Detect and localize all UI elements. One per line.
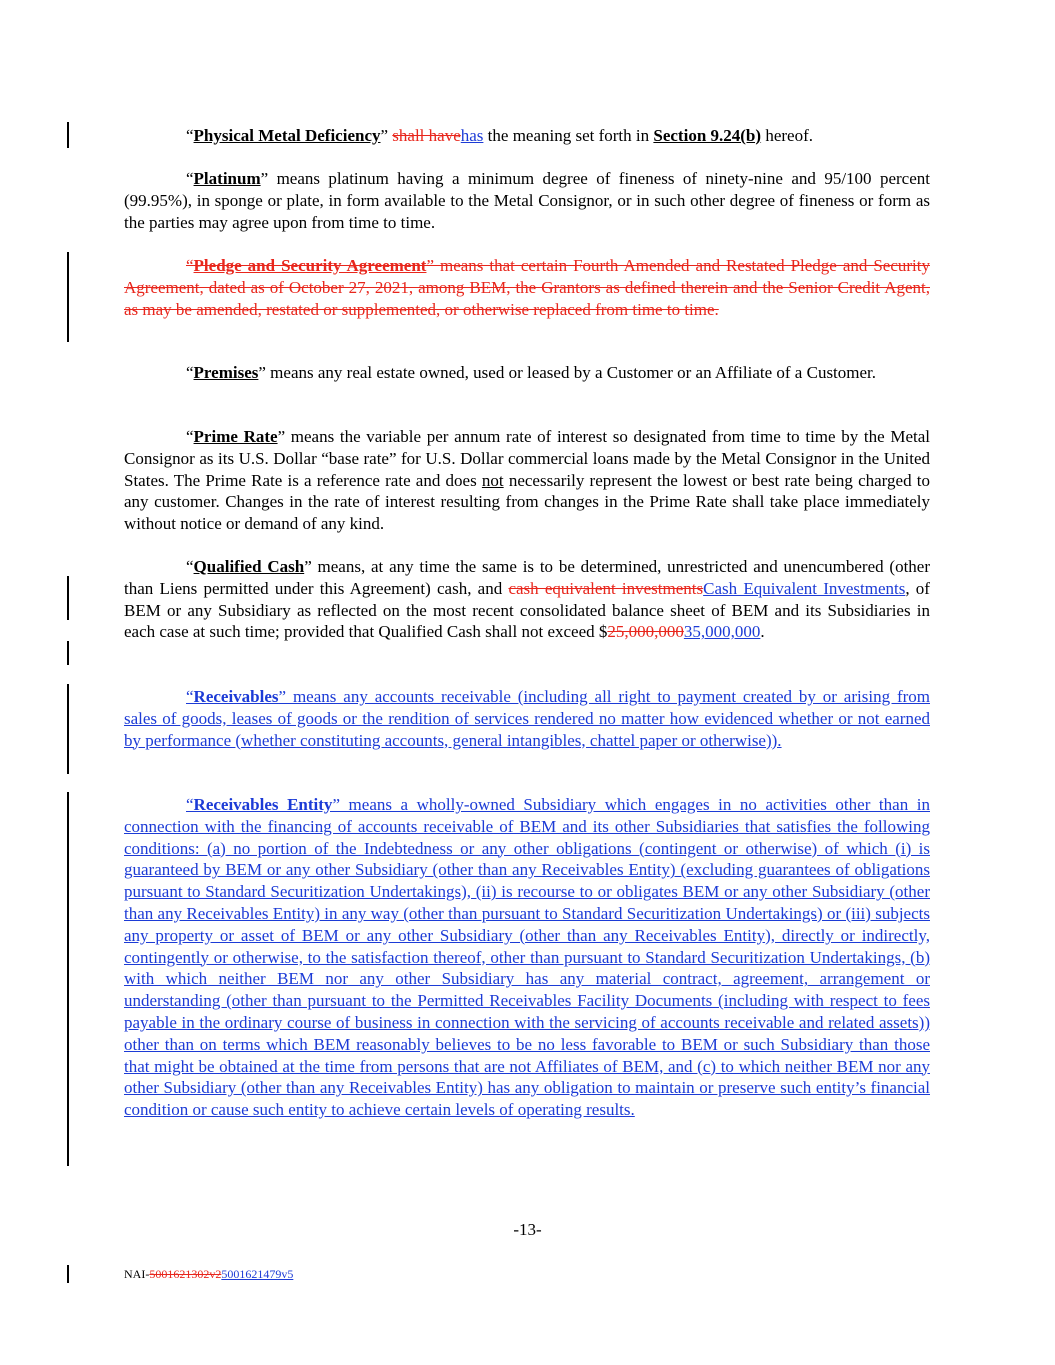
body-text: ” means platinum having a minimum degree of fineness of ninety-nine and 95/100 percent (99.95%), in sponge or plate, in form available to the Metal Consignor, or in such other degree of fineness or form as the parties may agree upon from time to time.: [124, 169, 930, 232]
quote-mark: “: [186, 687, 194, 706]
body-text: necessarily represent the lowest or best rate being charged to any customer. Changes in the rate of interest resulting from changes in the Prime Rate shall take place immediately without notice or demand of any kind.: [124, 470, 930, 534]
deleted-text: shall have: [392, 126, 461, 145]
quote-mark: “: [186, 126, 194, 145]
defined-term: Pledge and Security Agreement: [193, 256, 427, 275]
definition-premises: [124, 362, 930, 384]
body-text: ” means, at any time the same is to be determined, unrestricted and unencumbered (other than Liens permitted under this Agreement) cash, and: [124, 557, 930, 598]
inserted-text: ” means a wholly-owned Subsidiary which engages in no activities other than in connection with the financing of accounts receivable of BEM and its other Subsidiaries that satisfies the following conditions: (a) no portion of the Indebtedness or any other obligations (contingent or otherwise) of which (i) is guaranteed by BEM or any other Subsidiary (other than any Receivables Entity) (excluding guarantees of obligations pursuant to Standard Securitization Undertakings), (ii) is recourse to or obligates BEM or any other Subsidiary (other than any Receivables Entity) in any way (other than pursuant to Standard Securitization Undertakings) or (iii) subjects any property or asset of BEM or any other Subsidiary (other than any Receivables Entity), directly or indirectly, contingently or otherwise, to the satisfaction thereof, other than pursuant to Standard Securitization Undertakings, (b) with which neither BEM nor any other Subsidiary has any material contract, agreement, arrangement or understanding (other than pursuant to the Permitted Receivables Facility Documents (including with respect to fees payable in the ordinary course of business in connection with the servicing of accounts receivable and related assets)) other than on terms which BEM reasonably believes to be no less favorable to BEM or such Subsidiary than those that might be obtained at the time from persons that are not Affiliates of BEM, and (c) to which neither BEM nor any other Subsidiary (other than any Receivables Entity) has any obligation to maintain or preserve such entity’s financial condition or cause such entity to achieve certain levels of operating results.: [124, 795, 930, 1120]
change-bar: [67, 684, 69, 774]
deleted-text: 5001621302v2: [149, 1267, 222, 1281]
deleted-text: ” means that certain Fourth Amended and Restated Pledge and Security Agreement, dated as of October 27, 2021, among BEM, the Grantors as defined therein and the Senior Credit Agent, as may be amended, restated or supplemented, or otherwise replaced from time to time.: [124, 256, 930, 319]
change-bar: [67, 641, 69, 665]
defined-term: Prime Rate: [193, 427, 278, 446]
body-text: , of BEM or any Subsidiary as reflected on the most recent consolidated balance sheet of BEM and its Subsidiaries in each case at such time; provided that Qualified Cash shall not exceed $: [124, 578, 930, 642]
quote-mark: “: [186, 256, 194, 275]
change-bar: [67, 576, 69, 620]
body-text: ” means any real estate owned, used or leased by a Customer or an Affiliate of a Customer.: [258, 363, 877, 382]
inserted-text: ” means any accounts receivable (including all right to payment created by or arising from sales of goods, leases of goods or the rendition of services rendered no matter how evidenced whether or not earned by performance (whether constituting accounts, general intangibles, chattel paper or otherwise)).: [124, 687, 930, 750]
defined-term: Receivables: [193, 687, 279, 706]
defined-term: Receivables Entity: [193, 795, 333, 814]
definition-prime-rate: [124, 426, 930, 535]
defined-term: Platinum: [193, 169, 261, 188]
defined-term: Premises: [193, 363, 259, 382]
defined-term: Qualified Cash: [193, 557, 305, 576]
quote-mark: “: [186, 557, 194, 576]
body-text: ” means the variable per annum rate of interest so designated from time to time by the Metal Consignor as its U.S. Dollar “base rate” for U.S. Dollar commercial loans made by the Metal Consignor in the United States. The Prime Rate is a reference rate and does: [124, 427, 930, 490]
definition-receivables-entity-inserted: [124, 794, 930, 1121]
quote-mark: “: [186, 363, 194, 382]
quote-mark: “: [186, 795, 194, 814]
body-text: .: [760, 622, 765, 642]
definition-receivables-inserted: [124, 686, 930, 751]
inserted-text: has: [460, 126, 484, 145]
document-id-footer: [124, 1267, 293, 1282]
inserted-text: 5001621479v5: [221, 1267, 294, 1281]
change-bar: [67, 252, 69, 342]
definition-platinum: [124, 168, 930, 233]
body-text: the meaning set forth in: [483, 126, 654, 145]
inserted-text: Cash Equivalent Investments: [703, 578, 906, 598]
body-text: hereof.: [761, 126, 813, 145]
definition-qualified-cash: [124, 556, 930, 643]
quote-mark: ”: [380, 126, 389, 145]
change-bar: [67, 1265, 69, 1283]
deleted-text: cash equivalent investments: [508, 578, 704, 598]
emphasis-not: not: [481, 470, 504, 490]
quote-mark: “: [186, 169, 194, 188]
inserted-text: 35,000,000: [683, 622, 761, 642]
page-number: -13-: [513, 1220, 542, 1239]
deleted-text: 25,000,000: [607, 622, 684, 642]
footer-prefix: NAI-: [124, 1267, 150, 1281]
quote-mark: “: [186, 427, 194, 446]
defined-term: Physical Metal Deficiency: [193, 126, 381, 145]
definition-pledge-and-security-agreement-deleted: [124, 255, 930, 320]
section-reference: Section 9.24(b): [653, 126, 762, 145]
change-bar: [67, 792, 69, 1166]
definition-physical-metal-deficiency: [124, 125, 930, 147]
change-bar: [67, 122, 69, 148]
